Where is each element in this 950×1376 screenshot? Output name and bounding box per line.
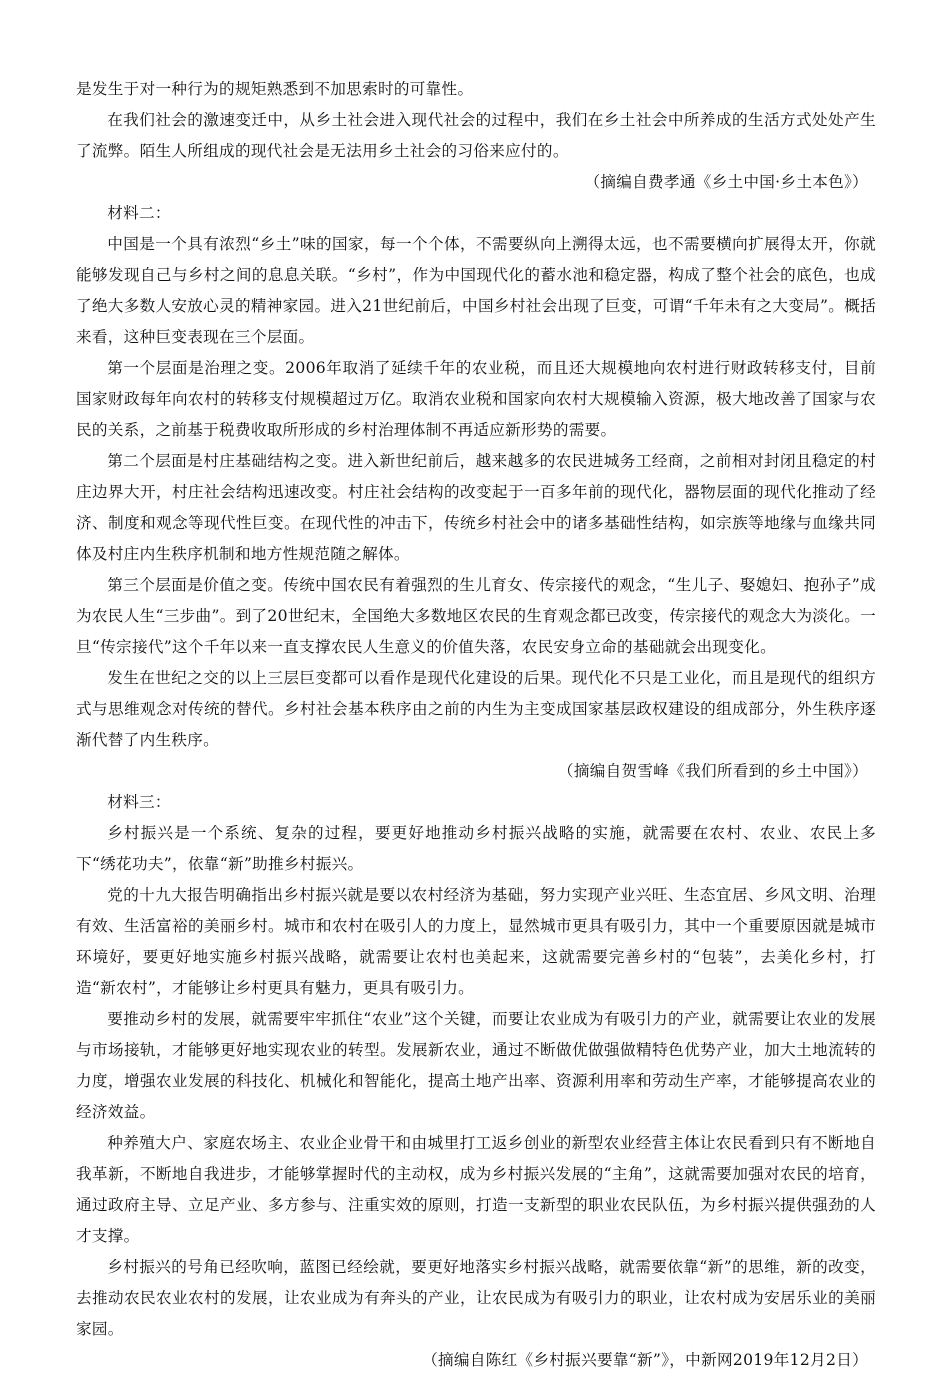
paragraph: 乡村振兴的号角已经吹响，蓝图已经绘就，要更好地落实乡村振兴战略，就需要依靠“新”的思维，新的改变，去推动农民农业农村的发展，让农业成为有奔头的产业，让农民成为有吸引力的职业，让农村成为安居乐业的美丽家园。 [76, 1258, 876, 1338]
paragraph: 中国是一个具有浓烈“乡土”味的国家，每一个个体，不需要纵向上溯得太远，也不需要横向扩展得太开，你就能够发现自己与乡村之间的息息关联。“乡村”，作为中国现代化的蓄水池和稳定器，构成了整个社会的底色，也成了绝大多数人安放心灵的精神家园。进入21世纪前后，中国乡村社会出现了巨变，可谓“千年未有之大变局”。概括来看，这种巨变表现在三个层面。 [76, 235, 876, 346]
paragraph: 第二个层面是村庄基础结构之变。进入新世纪前后，越来越多的农民进城务工经商，之前相对封闭且稳定的村庄边界大开，村庄社会结构迅速改变。村庄社会结构的改变起于一百多年前的现代化，器物层面的现代化推动了经济、制度和观念等现代性巨变。在现代性的冲击下，传统乡村社会中的诸多基础性结构，如宗族等地缘与血缘共同体及村庄内生秩序机制和地方性规范随之解体。 [76, 452, 876, 563]
paragraph: 要推动乡村的发展，就需要牢牢抓住“农业”这个关键，而要让农业成为有吸引力的产业，就需要让农业的发展与市场接轨，才能够更好地实现农业的转型。发展新农业，通过不断做优做强做精特色优势产业，加大土地流转的力度，增强农业发展的科技化、机械化和智能化，提高土地产出率、资源利用率和劳动生产率，才能够提高农业的经济效益。 [76, 1010, 876, 1121]
paragraph: 党的十九大报告明确指出乡村振兴就是要以农村经济为基础，努力实现产业兴旺、生态宜居、乡风文明、治理有效、生活富裕的美丽乡村。城市和农村在吸引人的力度上，显然城市更具有吸引力，其中一个重要原因就是城市环境好，要更好地实施乡村振兴战略，就需要让农村也美起来，这就需要完善乡村的“包装”，去美化乡村，打造“新农村”，才能够让乡村更具有魅力，更具有吸引力。 [76, 886, 876, 997]
paragraph: 发生在世纪之交的以上三层巨变都可以看作是现代化建设的后果。现代化不只是工业化，而且是现代的组织方式与思维观念对传统的替代。乡村社会基本秩序由之前的内生为主变成国家基层政权建设的组成部分，外生秩序逐渐代替了内生秩序。 [76, 669, 876, 749]
paragraph: 在我们社会的激速变迁中，从乡土社会进入现代社会的过程中，我们在乡土社会中所养成的生活方式处处产生了流弊。陌生人所组成的现代社会是无法用乡土社会的习俗来应付的。 [76, 111, 876, 160]
source-citation: （摘编自费孝通《乡土中国·乡土本色》） [584, 173, 868, 191]
source-citation: （摘编自贺雪峰《我们所看到的乡土中国》） [557, 762, 868, 780]
material-heading: 材料二： [107, 204, 171, 222]
paragraph: 种养殖大户、家庭农场主、农业企业骨干和由城里打工返乡创业的新型农业经营主体让农民看到只有不断地自我革新，不断地自我进步，才能够掌握时代的主动权，成为乡村振兴发展的“主角”，这就需要加强对农民的培育，通过政府主导、立足产业、多方参与、注重实效的原则，打造一支新型的职业农民队伍，为乡村振兴提供强劲的人才支撑。 [76, 1134, 876, 1245]
material-heading: 材料三： [107, 793, 171, 811]
document-page [76, 74, 876, 1376]
paragraph: 乡村振兴是一个系统、复杂的过程，要更好地推动乡村振兴战略的实施，就需要在农村、农业、农民上多下“绣花功夫”，依靠“新”助推乡村振兴。 [76, 824, 876, 873]
paragraph-continuation: 是发生于对一种行为的规矩熟悉到不加思索时的可靠性。 [76, 80, 474, 98]
paragraph: 第三个层面是价值之变。传统中国农民有着强烈的生儿育女、传宗接代的观念，“生儿子、娶媳妇、抱孙子”成为农民人生“三步曲”。到了20世纪末，全国绝大多数地区农民的生育观念都已改变，传宗接代的观念大为淡化。一旦“传宗接代”这个千年以来一直支撑农民人生意义的价值失落，农民安身立命的基础就会出现变化。 [76, 576, 876, 656]
paragraph: 第一个层面是治理之变。2006年取消了延续千年的农业税，而且还大规模地向农村进行财政转移支付，目前国家财政每年向农村的转移支付规模超过万亿。取消农业税和国家向农村大规模输入资源，极大地改善了国家与农民的关系，之前基于税费收取所形成的乡村治理体制不再适应新形势的需要。 [76, 359, 876, 439]
source-citation: （摘编自陈红《乡村振兴要靠“新”》，中新网2019年12月2日） [422, 1351, 868, 1369]
